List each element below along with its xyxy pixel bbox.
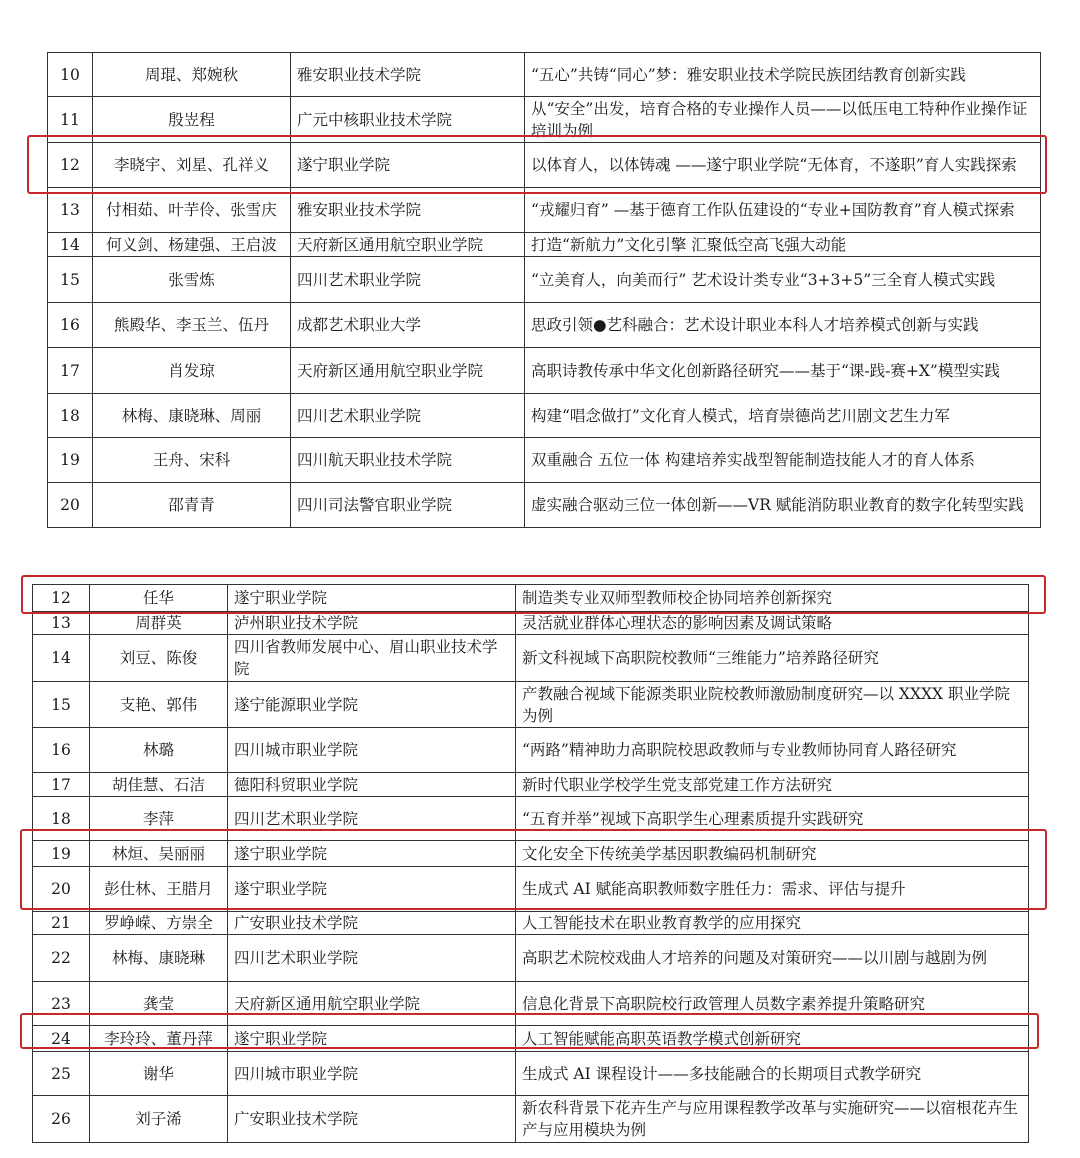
row-number: 12 (33, 585, 90, 612)
table-row (33, 1026, 1029, 1052)
institution: 广元中核职业技术学院 (291, 97, 525, 143)
author-names: 李玲玲、董丹萍 (90, 1026, 228, 1052)
table-row (33, 912, 1029, 935)
institution: 四川省教师发展中心、眉山职业技术学院 (228, 635, 516, 682)
project-title: 从“安全”出发，培育合格的专业操作人员——以低压电工特种作业操作证培训为例 (525, 97, 1041, 143)
project-title: 打造“新航力”文化引擎 汇聚低空高飞强大动能 (525, 233, 1041, 257)
row-number: 20 (33, 867, 90, 912)
author-names: 林梅、康晓琳、周丽 (93, 394, 291, 438)
table-row (33, 728, 1029, 773)
row-number: 13 (33, 612, 90, 635)
institution: 广安职业技术学院 (228, 912, 516, 935)
table-row (33, 635, 1029, 682)
institution: 四川艺术职业学院 (291, 257, 525, 303)
institution: 雅安职业技术学院 (291, 188, 525, 233)
table-row (33, 982, 1029, 1026)
author-names: 殷岦程 (93, 97, 291, 143)
author-names: 肖发琼 (93, 348, 291, 394)
table-row (48, 483, 1041, 528)
table-row (48, 143, 1041, 188)
author-names: 林璐 (90, 728, 228, 773)
row-number: 16 (48, 303, 93, 348)
project-title: 产教融合视域下能源类职业院校教师激励制度研究—以 XXXX 职业学院为例 (516, 682, 1029, 728)
project-title: 高职诗教传承中华文化创新路径研究——基于“课-践-赛+X”模型实践 (525, 348, 1041, 394)
institution: 遂宁职业学院 (228, 1026, 516, 1052)
row-number: 22 (33, 935, 90, 982)
table-row (33, 867, 1029, 912)
institution: 四川艺术职业学院 (228, 797, 516, 841)
project-title: 新文科视域下高职院校教师“三维能力”培养路径研究 (516, 635, 1029, 682)
project-title: 灵活就业群体心理状态的影响因素及调试策略 (516, 612, 1029, 635)
author-names: 王舟、宋科 (93, 438, 291, 483)
row-number: 14 (33, 635, 90, 682)
institution: 四川司法警官职业学院 (291, 483, 525, 528)
table-row (33, 841, 1029, 867)
institution: 泸州职业技术学院 (228, 612, 516, 635)
row-number: 11 (48, 97, 93, 143)
project-title: 生成式 AI 赋能高职教师数字胜任力：需求、评估与提升 (516, 867, 1029, 912)
project-title: 信息化背景下高职院校行政管理人员数字素养提升策略研究 (516, 982, 1029, 1026)
institution: 四川航天职业技术学院 (291, 438, 525, 483)
institution: 遂宁能源职业学院 (228, 682, 516, 728)
author-names: 彭仕林、王腊月 (90, 867, 228, 912)
institution: 德阳科贸职业学院 (228, 773, 516, 797)
table-row (48, 257, 1041, 303)
institution: 成都艺术职业大学 (291, 303, 525, 348)
project-title: 思政引领●艺科融合：艺术设计职业本科人才培养模式创新与实践 (525, 303, 1041, 348)
row-number: 19 (48, 438, 93, 483)
project-title: 制造类专业双师型教师校企协同培养创新探究 (516, 585, 1029, 612)
institution: 遂宁职业学院 (291, 143, 525, 188)
project-title: 以体育人，以体铸魂 ——遂宁职业学院“无体育，不遂职”育人实践探索 (525, 143, 1041, 188)
project-title: 双重融合 五位一体 构建培养实战型智能制造技能人才的育人体系 (525, 438, 1041, 483)
table-row (48, 303, 1041, 348)
row-number: 17 (33, 773, 90, 797)
row-number: 24 (33, 1026, 90, 1052)
author-names: 刘豆、陈俊 (90, 635, 228, 682)
award-table-upper (47, 52, 1041, 528)
row-number: 23 (33, 982, 90, 1026)
table-row (33, 1096, 1029, 1143)
row-number: 15 (33, 682, 90, 728)
author-names: 何义剑、杨建强、王启波 (93, 233, 291, 257)
project-title: “五心”共铸“同心”梦：雅安职业技术学院民族团结教育创新实践 (525, 53, 1041, 97)
table-row (48, 97, 1041, 143)
project-title: 人工智能技术在职业教育教学的应用探究 (516, 912, 1029, 935)
project-title: 构建“唱念做打”文化育人模式，培育崇德尚艺川剧文艺生力军 (525, 394, 1041, 438)
author-names: 林烜、吴丽丽 (90, 841, 228, 867)
row-number: 13 (48, 188, 93, 233)
project-title: “两路”精神助力高职院校思政教师与专业教师协同育人路径研究 (516, 728, 1029, 773)
author-names: 刘子浠 (90, 1096, 228, 1143)
author-names: 周琨、郑婉秋 (93, 53, 291, 97)
table-row (48, 53, 1041, 97)
author-names: 支艳、郭伟 (90, 682, 228, 728)
row-number: 18 (48, 394, 93, 438)
author-names: 张雪炼 (93, 257, 291, 303)
row-number: 21 (33, 912, 90, 935)
project-title: “立美育人，向美而行” 艺术设计类专业“3+3+5”三全育人模式实践 (525, 257, 1041, 303)
author-names: 林梅、康晓琳 (90, 935, 228, 982)
institution: 四川艺术职业学院 (228, 935, 516, 982)
institution: 遂宁职业学院 (228, 867, 516, 912)
row-number: 26 (33, 1096, 90, 1143)
row-number: 16 (33, 728, 90, 773)
author-names: 李萍 (90, 797, 228, 841)
table-row (48, 233, 1041, 257)
institution: 雅安职业技术学院 (291, 53, 525, 97)
row-number: 17 (48, 348, 93, 394)
row-number: 14 (48, 233, 93, 257)
table-row (33, 797, 1029, 841)
project-title: “戎耀归育” —基于德育工作队伍建设的“专业+国防教育”育人模式探索 (525, 188, 1041, 233)
row-number: 20 (48, 483, 93, 528)
project-title: 新时代职业学校学生党支部党建工作方法研究 (516, 773, 1029, 797)
author-names: 李晓宇、刘星、孔祥义 (93, 143, 291, 188)
table-row (33, 612, 1029, 635)
author-names: 付相茹、叶芋伶、张雪庆 (93, 188, 291, 233)
project-title: 高职艺术院校戏曲人才培养的问题及对策研究——以川剧与越剧为例 (516, 935, 1029, 982)
institution: 天府新区通用航空职业学院 (291, 233, 525, 257)
table-row (48, 348, 1041, 394)
table-row (33, 1052, 1029, 1096)
author-names: 邵青青 (93, 483, 291, 528)
institution: 天府新区通用航空职业学院 (291, 348, 525, 394)
table-row (33, 773, 1029, 797)
row-number: 15 (48, 257, 93, 303)
table-row (33, 682, 1029, 728)
table-row (33, 935, 1029, 982)
row-number: 25 (33, 1052, 90, 1096)
institution: 四川城市职业学院 (228, 728, 516, 773)
project-title: 新农科背景下花卉生产与应用课程教学改革与实施研究——以宿根花卉生产与应用模块为例 (516, 1096, 1029, 1143)
award-table-lower (32, 584, 1029, 1143)
author-names: 任华 (90, 585, 228, 612)
institution: 广安职业技术学院 (228, 1096, 516, 1143)
institution: 遂宁职业学院 (228, 841, 516, 867)
project-title: 生成式 AI 课程设计——多技能融合的长期项目式教学研究 (516, 1052, 1029, 1096)
row-number: 12 (48, 143, 93, 188)
table-row (48, 394, 1041, 438)
table-row (48, 188, 1041, 233)
row-number: 10 (48, 53, 93, 97)
author-names: 胡佳慧、石洁 (90, 773, 228, 797)
institution: 遂宁职业学院 (228, 585, 516, 612)
author-names: 周群英 (90, 612, 228, 635)
table-row (33, 585, 1029, 612)
author-names: 谢华 (90, 1052, 228, 1096)
author-names: 罗峥嵘、方崇全 (90, 912, 228, 935)
institution: 天府新区通用航空职业学院 (228, 982, 516, 1026)
row-number: 18 (33, 797, 90, 841)
row-number: 19 (33, 841, 90, 867)
project-title: “五育并举”视域下高职学生心理素质提升实践研究 (516, 797, 1029, 841)
author-names: 熊殿华、李玉兰、伍丹 (93, 303, 291, 348)
author-names: 龚莹 (90, 982, 228, 1026)
table-row (48, 438, 1041, 483)
institution: 四川城市职业学院 (228, 1052, 516, 1096)
project-title: 虚实融合驱动三位一体创新——VR 赋能消防职业教育的数字化转型实践 (525, 483, 1041, 528)
project-title: 人工智能赋能高职英语教学模式创新研究 (516, 1026, 1029, 1052)
project-title: 文化安全下传统美学基因职教编码机制研究 (516, 841, 1029, 867)
institution: 四川艺术职业学院 (291, 394, 525, 438)
